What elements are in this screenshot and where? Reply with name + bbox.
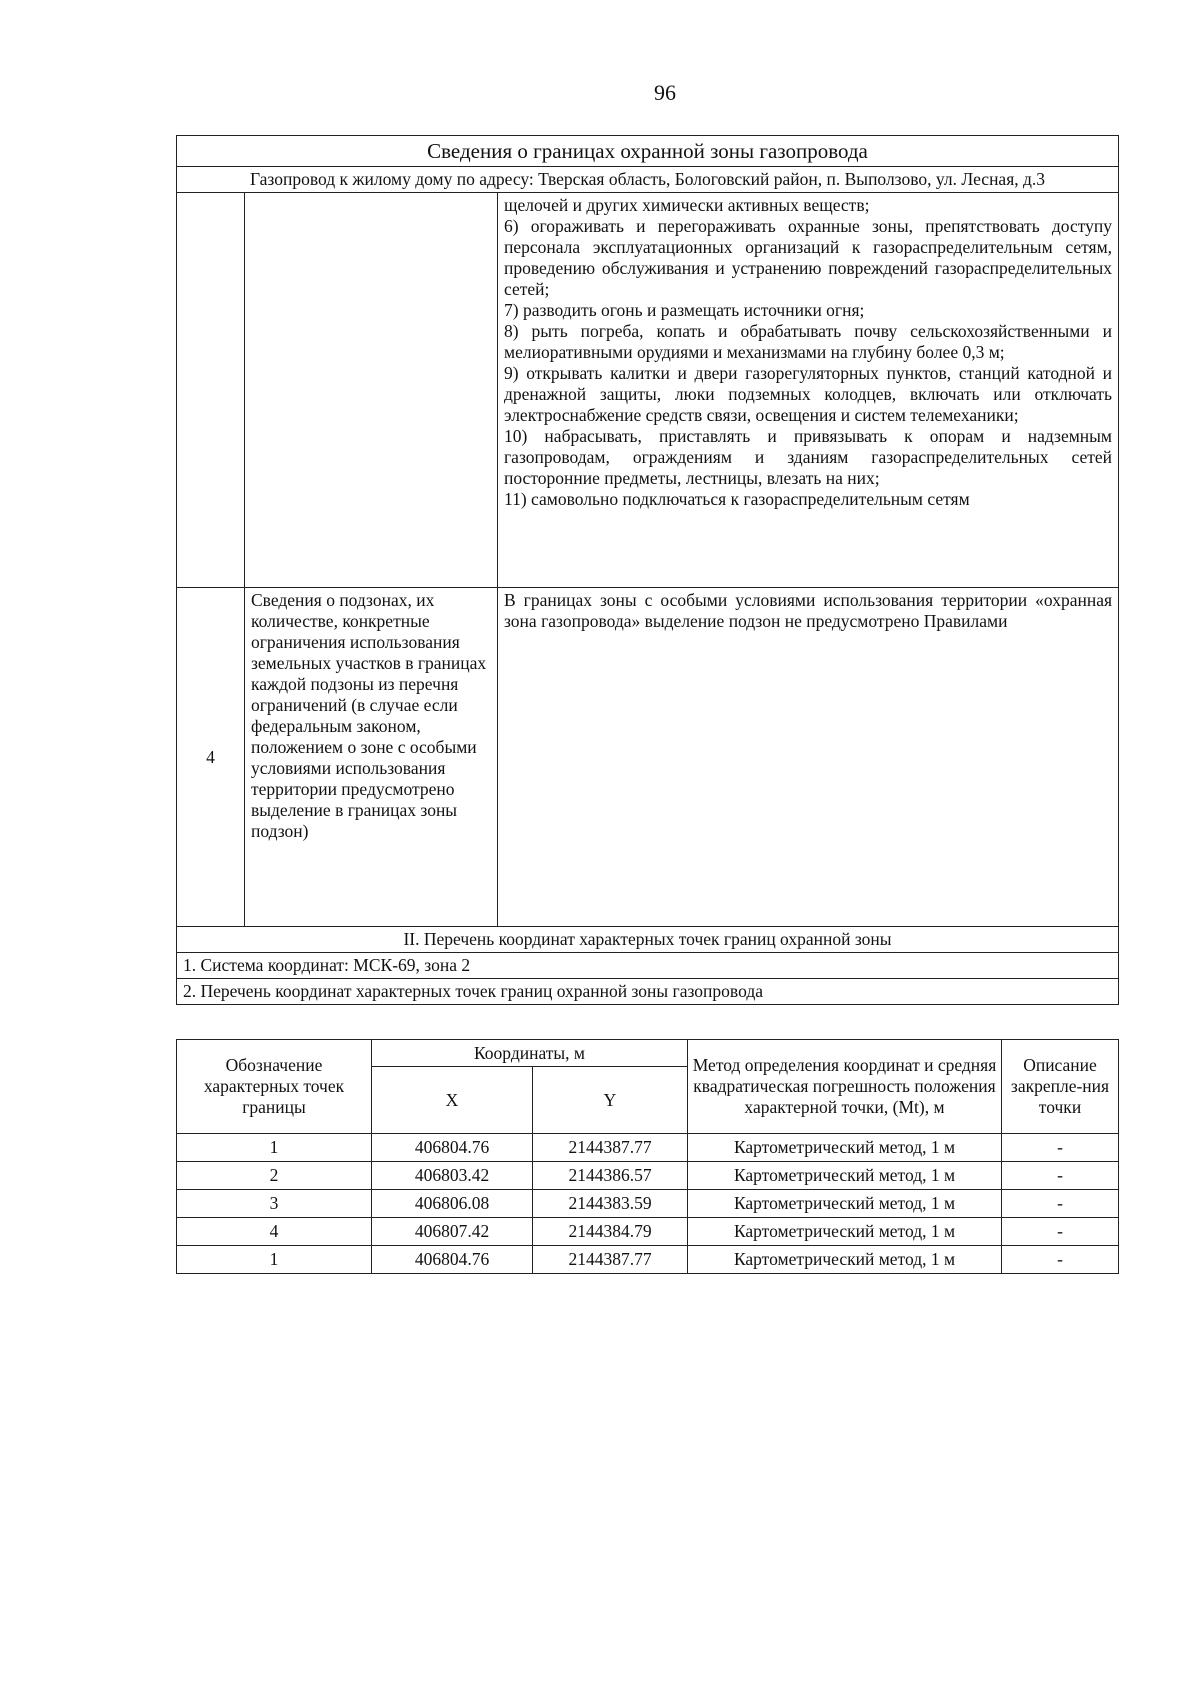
desc-cell: -: [1002, 1190, 1119, 1218]
y-cell: 2144387.77: [533, 1134, 688, 1162]
title-row: [177, 136, 1119, 167]
row-number: 4: [177, 588, 245, 927]
coord-system: 1. Система координат: МСК-69, зона 2: [177, 953, 1119, 979]
restriction-item: 11) самовольно подключаться к газораспределительным сетям: [504, 489, 970, 509]
restrictions-label-cell: [245, 193, 498, 588]
section2-title-row: [177, 927, 1119, 953]
x-cell: 406804.76: [372, 1134, 533, 1162]
x-cell: 406807.42: [372, 1218, 533, 1246]
subzone-label: Сведения о подзонах, их количестве, конкретные ограничения использования земельных участков в границах каждой подзоны из перечня ограничений (в случае если федеральным законом, положением о зоне с особыми условиями использования территории предусмотрено выделение в границах зоны подзон): [245, 588, 498, 927]
desc-cell: -: [1002, 1246, 1119, 1274]
table-row: [177, 1134, 1119, 1162]
subzone-value: В границах зоны с особыми условиями использования территории «охранная зона газопровода» выделение подзон не предусмотрено Правилами: [498, 588, 1119, 927]
restriction-item: 9) открывать калитки и двери газорегуляторных пунктов, станций катодной и дренажной защиты, люки подземных колодцев, включать или отключать электроснабжение средств связи, освещения и систем телемеханики;: [504, 363, 1113, 425]
header-method: Метод определения координат и средняя квадратическая погрешность положения характерной точки, (Mt), м: [688, 1040, 1002, 1134]
section2-title: II. Перечень координат характерных точек границ охранной зоны: [177, 927, 1119, 953]
table-row: [177, 1246, 1119, 1274]
coord-system-row: [177, 953, 1119, 979]
method-cell: Картометрический метод, 1 м: [688, 1246, 1002, 1274]
point-cell: 4: [177, 1218, 372, 1246]
y-cell: 2144384.79: [533, 1218, 688, 1246]
restrictions-row: [177, 193, 1119, 588]
coord-list-title: 2. Перечень координат характерных точек границ охранной зоны газопровода: [177, 979, 1119, 1005]
desc-cell: -: [1002, 1218, 1119, 1246]
table-title: Сведения о границах охранной зоны газопровода: [177, 136, 1119, 167]
point-cell: 2: [177, 1162, 372, 1190]
header-y: Y: [533, 1067, 688, 1134]
y-cell: 2144383.59: [533, 1190, 688, 1218]
coord-header-row: [177, 1040, 1119, 1067]
method-cell: Картометрический метод, 1 м: [688, 1190, 1002, 1218]
header-coords: Координаты, м: [372, 1040, 688, 1067]
x-cell: 406806.08: [372, 1190, 533, 1218]
restriction-item: щелочей и других химически активных веществ;: [504, 195, 870, 215]
subtitle-row: [177, 167, 1119, 193]
restriction-item: 7) разводить огонь и размещать источники огня;: [504, 300, 865, 320]
point-cell: 1: [177, 1134, 372, 1162]
y-cell: 2144387.77: [533, 1246, 688, 1274]
coordinates-table: [176, 1039, 1119, 1274]
method-cell: Картометрический метод, 1 м: [688, 1162, 1002, 1190]
restrictions-number-cell: [177, 193, 245, 588]
desc-cell: -: [1002, 1134, 1119, 1162]
restrictions-list: [498, 193, 1119, 588]
restriction-item: 6) огораживать и перегораживать охранные зоны, препятствовать доступу персонала эксплуатационных организаций к газораспределительным сетям, проведению обслуживания и устранению повреждений газораспределительных сетей;: [504, 216, 1113, 299]
x-cell: 406803.42: [372, 1162, 533, 1190]
coord-list-title-row: [177, 979, 1119, 1005]
point-cell: 3: [177, 1190, 372, 1218]
point-cell: 1: [177, 1246, 372, 1274]
y-cell: 2144386.57: [533, 1162, 688, 1190]
method-cell: Картометрический метод, 1 м: [688, 1134, 1002, 1162]
header-x: X: [372, 1067, 533, 1134]
x-cell: 406804.76: [372, 1246, 533, 1274]
page-number: 96: [654, 80, 676, 105]
method-cell: Картометрический метод, 1 м: [688, 1218, 1002, 1246]
header-point: Обозначение характерных точек границы: [177, 1040, 372, 1134]
table-row: [177, 1190, 1119, 1218]
subzone-row: [177, 588, 1119, 927]
header-desc: Описание закрепле-ния точки: [1002, 1040, 1119, 1134]
table-subtitle: Газопровод к жилому дому по адресу: Тверская область, Бологовский район, п. Выползово, ул. Лесная, д.3: [177, 167, 1119, 193]
restriction-item: 8) рыть погреба, копать и обрабатывать почву сельскохозяйственными и мелиоративными орудиями и механизмами на глубину более 0,3 м;: [504, 321, 1113, 362]
table-row: [177, 1162, 1119, 1190]
zone-info-table: [176, 135, 1119, 1005]
table-row: [177, 1218, 1119, 1246]
desc-cell: -: [1002, 1162, 1119, 1190]
restriction-item: 10) набрасывать, приставлять и привязывать к опорам и надземным газопроводам, ограждениям и зданиям газораспределительных сетей посторонние предметы, лестницы, влезать на них;: [504, 426, 1113, 488]
